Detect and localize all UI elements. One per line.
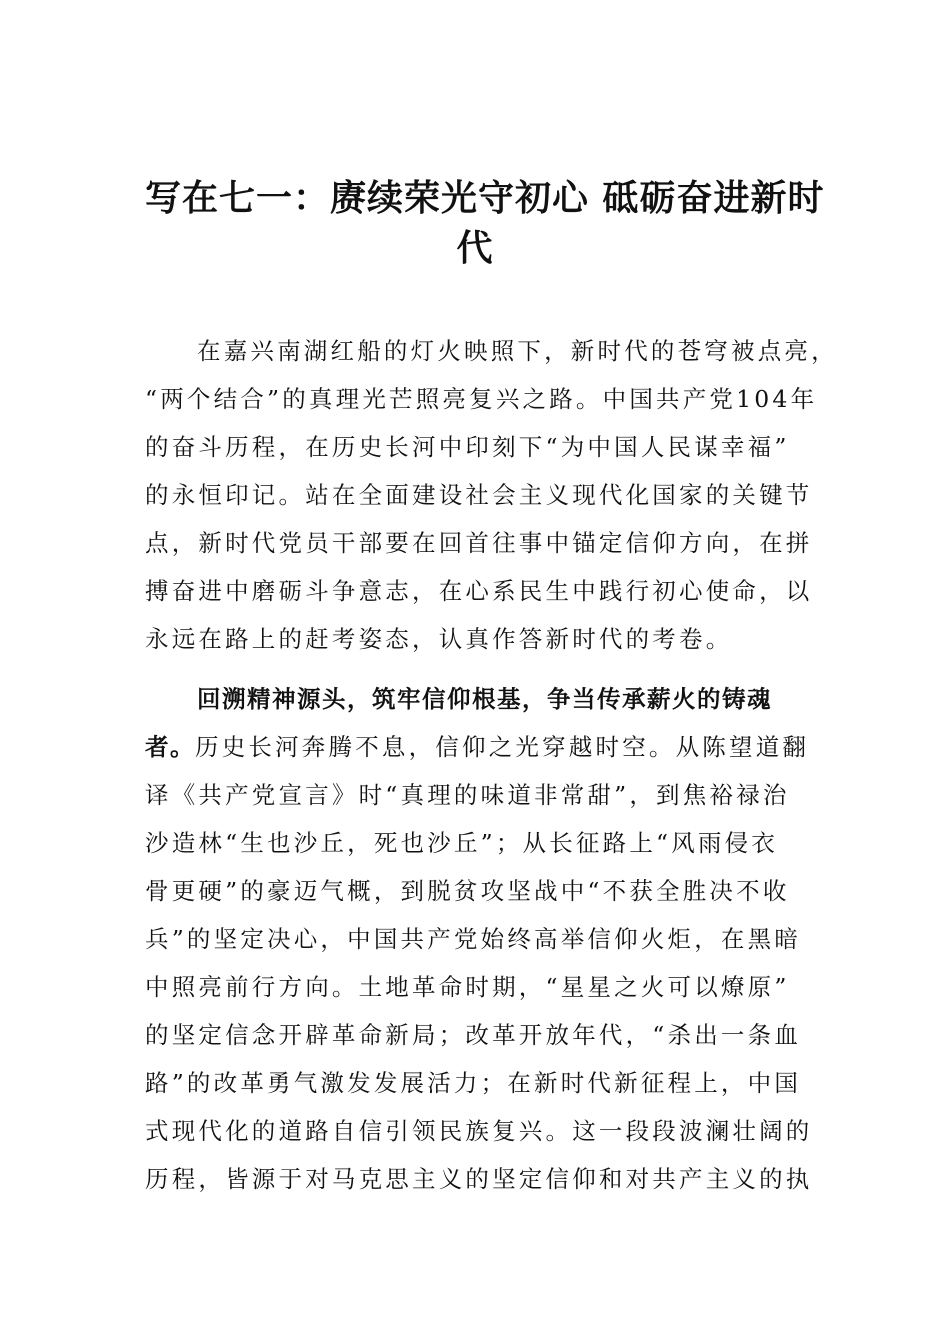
paragraph-1-line: 搏奋进中磨砺斗争意志，在心系民生中践行初心使命，以 [145, 577, 813, 605]
paragraph-2-line: 兵”的坚定决心，中国共产党始终高举信仰火炬，在黑暗 [145, 925, 802, 953]
paragraph-2-line: 骨更硬”的豪迈气概，到脱贫攻坚战中“不获全胜决不收 [145, 877, 790, 905]
paragraph-2-line: 历程，皆源于对马克思主义的坚定信仰和对共产主义的执 [145, 1165, 813, 1193]
paragraph-1-line: 的永恒印记。站在全面建设社会主义现代化国家的关键节 [145, 481, 813, 509]
paragraph-2-line: 译《共产党宣言》时“真理的味道非常甜”，到焦裕禄治 [145, 781, 790, 809]
paragraph-2-lead-heading: 回溯精神源头，筑牢信仰根基，争当传承薪火的铸魂 [197, 685, 772, 713]
document-title-line-1: 写在七一：赓续荣光守初心 砥砺奋进新时 [145, 177, 825, 219]
paragraph-1-line: 在嘉兴南湖红船的灯火映照下，新时代的苍穹被点亮， [197, 337, 838, 365]
paragraph-1-line: 点，新时代党员干部要在回首往事中锚定信仰方向，在拼 [145, 529, 813, 557]
paragraph-2-line: 沙造林“生也沙丘，死也沙丘”；从长征路上“风雨侵衣 [145, 829, 779, 857]
document-title-line-2: 代 [456, 227, 494, 269]
paragraph-2-text: 历史长河奔腾不息，信仰之光穿越时空。从陈望道翻 [195, 733, 810, 761]
paragraph-2-line: 路”的改革勇气激发发展活力；在新时代新征程上，中国 [145, 1069, 802, 1097]
paragraph-2-line: 式现代化的道路自信引领民族复兴。这一段段波澜壮阔的 [145, 1117, 813, 1145]
paragraph-2-line [145, 732, 809, 762]
paragraph-1-line: “两个结合”的真理光芒照亮复兴之路。中国共产党104年 [145, 385, 818, 413]
paragraph-1-line: 永远在路上的赶考姿态，认真作答新时代的考卷。 [145, 625, 733, 653]
paragraph-2-lead-heading-end: 者。 [145, 733, 195, 761]
paragraph-2-line: 中照亮前行方向。土地革命时期，“星星之火可以燎原” [145, 973, 790, 1001]
paragraph-2-line [197, 684, 772, 714]
paragraph-2-line: 的坚定信念开辟革命新局；改革开放年代，“杀出一条血 [145, 1021, 802, 1049]
paragraph-1-line: 的奋斗历程，在历史长河中印刻下“为中国人民谋幸福” [145, 433, 790, 461]
